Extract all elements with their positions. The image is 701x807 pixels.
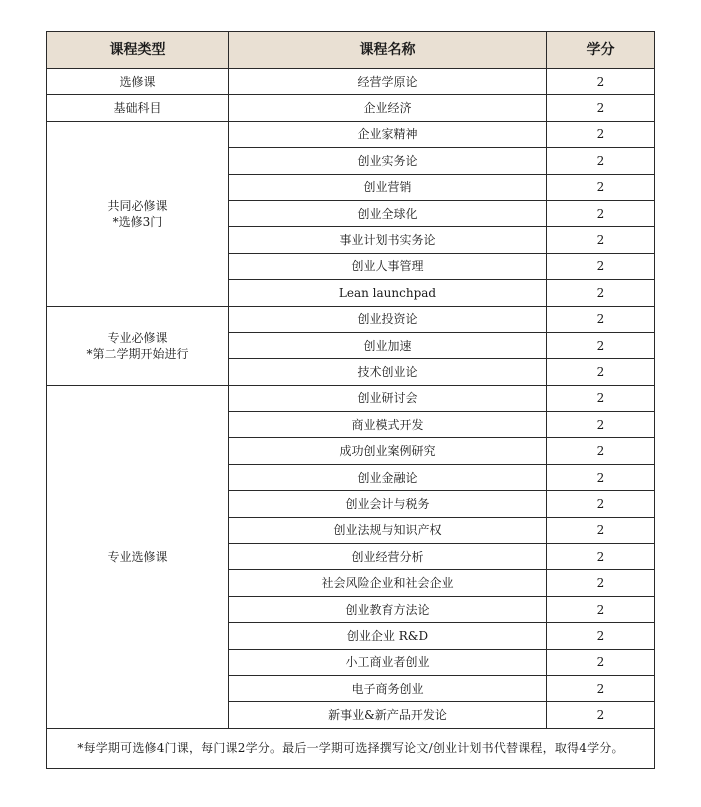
credit-cell: 2 xyxy=(547,623,655,649)
course-name-cell: 创业会计与税务 xyxy=(229,491,547,517)
course-type-label: 共同必修课 xyxy=(107,198,168,213)
course-name-cell: 电子商务创业 xyxy=(229,675,547,701)
credit-cell: 2 xyxy=(547,227,655,253)
header-course-type: 课程类型 xyxy=(47,32,229,69)
table-row xyxy=(47,306,655,332)
course-table xyxy=(46,31,655,769)
course-name-cell: 经营学原论 xyxy=(229,69,547,95)
credit-cell: 2 xyxy=(547,544,655,570)
course-name-cell: 创业金融论 xyxy=(229,464,547,490)
course-type-cell xyxy=(47,95,229,121)
credit-cell: 2 xyxy=(547,570,655,596)
course-type-label: 专业必修课 xyxy=(107,330,168,345)
credit-cell: 2 xyxy=(547,253,655,279)
credit-cell: 2 xyxy=(547,491,655,517)
credit-cell: 2 xyxy=(547,280,655,306)
credit-cell: 2 xyxy=(547,517,655,543)
course-name-cell: 创业教育方法论 xyxy=(229,596,547,622)
credit-cell: 2 xyxy=(547,702,655,728)
course-name-cell: 成功创业案例研究 xyxy=(229,438,547,464)
credit-cell: 2 xyxy=(547,200,655,226)
header-course-name: 课程名称 xyxy=(229,32,547,69)
table-row xyxy=(47,385,655,411)
course-name-cell: 新事业&新产品开发论 xyxy=(229,702,547,728)
credit-cell: 2 xyxy=(547,649,655,675)
course-name-cell: 创业实务论 xyxy=(229,148,547,174)
course-type-label: 基础科目 xyxy=(113,101,162,116)
course-name-cell: Lean launchpad xyxy=(229,280,547,306)
credit-cell: 2 xyxy=(547,359,655,385)
course-name-cell: 企业家精神 xyxy=(229,121,547,147)
header-credit: 学分 xyxy=(547,32,655,69)
footnote: *每学期可选修4门课，每门课2学分。最后一学期可选择撰写论文/创业计划书代替课程，取得4学分。 xyxy=(47,728,655,768)
course-name-cell: 创业全球化 xyxy=(229,200,547,226)
credit-cell: 2 xyxy=(547,385,655,411)
table-row xyxy=(47,95,655,121)
table-row xyxy=(47,69,655,95)
credit-cell: 2 xyxy=(547,69,655,95)
course-name-cell: 创业经营分析 xyxy=(229,544,547,570)
table-row xyxy=(47,121,655,147)
course-type-cell xyxy=(47,121,229,306)
course-name-cell: 事业计划书实务论 xyxy=(229,227,547,253)
course-name-cell: 创业投资论 xyxy=(229,306,547,332)
course-name-cell: 创业企业 R&D xyxy=(229,623,547,649)
header-row xyxy=(47,32,655,69)
credit-cell: 2 xyxy=(547,95,655,121)
course-type-cell xyxy=(47,69,229,95)
course-type-cell xyxy=(47,306,229,385)
footnote-row xyxy=(47,728,655,768)
course-type-label: 选修课 xyxy=(119,74,156,89)
credit-cell: 2 xyxy=(547,438,655,464)
course-name-cell: 技术创业论 xyxy=(229,359,547,385)
course-name-cell: 小工商业者创业 xyxy=(229,649,547,675)
credit-cell: 2 xyxy=(547,121,655,147)
credit-cell: 2 xyxy=(547,675,655,701)
course-name-cell: 创业营销 xyxy=(229,174,547,200)
course-name-cell: 企业经济 xyxy=(229,95,547,121)
course-type-label: *第二学期开始进行 xyxy=(86,346,189,361)
course-name-cell: 商业模式开发 xyxy=(229,412,547,438)
credit-cell: 2 xyxy=(547,148,655,174)
credit-cell: 2 xyxy=(547,464,655,490)
credit-cell: 2 xyxy=(547,596,655,622)
credit-cell: 2 xyxy=(547,332,655,358)
table-body xyxy=(47,69,655,729)
course-name-cell: 创业研讨会 xyxy=(229,385,547,411)
course-name-cell: 创业加速 xyxy=(229,332,547,358)
credit-cell: 2 xyxy=(547,174,655,200)
course-type-label: 专业选修课 xyxy=(107,549,168,564)
course-type-label: *选修3门 xyxy=(112,214,163,229)
credit-cell: 2 xyxy=(547,412,655,438)
course-type-cell xyxy=(47,385,229,728)
course-name-cell: 创业法规与知识产权 xyxy=(229,517,547,543)
course-name-cell: 社会风险企业和社会企业 xyxy=(229,570,547,596)
credit-cell: 2 xyxy=(547,306,655,332)
course-name-cell: 创业人事管理 xyxy=(229,253,547,279)
